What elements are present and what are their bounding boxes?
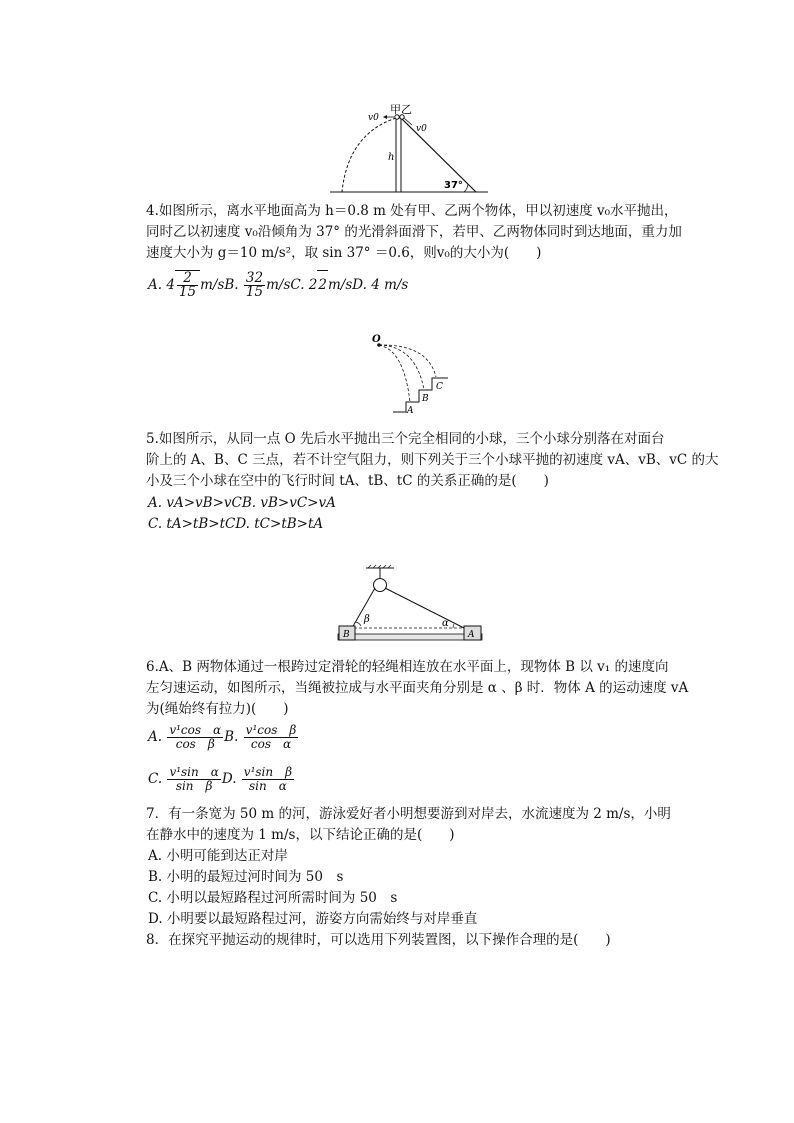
q5-opt-ab: A. vA>vB>vCB. vB>vC>vA [148, 495, 336, 511]
angle-alpha-arc [453, 624, 454, 628]
q4-opt-a-sqrt [175, 270, 200, 299]
label-h: h [388, 152, 395, 163]
q6-opt-c-num: v¹sin α [169, 765, 219, 779]
trajectory-a [379, 345, 410, 402]
q7-opt-c: C. 小明以最短路程过河所需时间为 50 s [148, 890, 398, 906]
label-v0-right: v0 [416, 124, 427, 134]
q4-line3: 速度大小为 g＝10 m/s²，取 sin 37° ＝0.6，则v₀的大小为( ) [146, 245, 542, 261]
label-a: A [407, 406, 414, 416]
q6-opt-c-den: sin β [175, 779, 213, 793]
q6-opt-a-frac [167, 724, 223, 751]
angle-beta-arc [356, 622, 361, 626]
q5-line2: 阶上的 A、B、C 三点，若不计空气阻力，则下列关于三个小球平抛的初速度 vA、vB、vC 的大 [146, 452, 719, 468]
q5-line3: 小及三个小球在空中的飞行时间 tA、tB、tC 的关系正确的是( ) [146, 473, 549, 489]
q4-opt-b-unit: m/sC. 2 [266, 277, 318, 293]
label-beta: β [364, 614, 370, 625]
q4-opt-b-den: 15 [245, 284, 264, 300]
q6-opt-c-frac [167, 766, 220, 793]
q6-opt-a-num: v¹cos α [169, 723, 222, 737]
q4-line1: 4.如图所示，离水平地面高为 h＝0.8 m 处有甲、乙两个物体，甲以初速度 v₀水平抛出， [146, 203, 678, 219]
q4-opt-b-frac [244, 272, 265, 299]
q7-opt-a: A. 小明可能到达正对岸 [148, 848, 288, 864]
q7-line1: 7．有一条宽为 50 m 的河，游泳爱好者小明想要游到对岸去，水流速度为 2 m/s，小明 [146, 806, 671, 822]
trajectory-b [379, 345, 424, 390]
q4-opt-c-unit: m/sD. 4 m/s [328, 277, 409, 293]
q6-label-b: B. [224, 729, 239, 745]
figure-incline-projectile [328, 104, 492, 196]
q6-opt-a-den: cos β [175, 737, 215, 751]
q7-line2: 在静水中的速度为 1 m/s，以下结论正确的是( ) [146, 827, 455, 843]
incline [401, 118, 476, 192]
q6-options-ab [148, 722, 299, 752]
q8-line1: 8．在探究平抛运动的规律时，可以选用下列装置图，以下操作合理的是( ) [146, 932, 611, 948]
figure-steps-projectile [366, 332, 456, 418]
q6-line1: 6.A、B 两物体通过一根跨过定滑轮的轻绳相连放在水平面上，现物体 B 以 v₁ 的速度向 [146, 659, 669, 675]
q6-opt-b-num: v¹cos β [245, 723, 297, 737]
label-b: B [343, 630, 350, 640]
q6-opt-d-frac [242, 766, 294, 793]
label-c: C [436, 382, 443, 392]
ground-plate [338, 634, 482, 640]
q5-opt-cd: C. tA>tB>tCD. tC>tB>tA [148, 516, 324, 532]
figure-pulley [336, 564, 484, 642]
q6-opt-b-frac [244, 724, 299, 751]
pillar [396, 118, 401, 192]
q6-opt-b-den: cos α [250, 737, 292, 751]
q6-label-d: D. [221, 771, 237, 787]
q6-opt-d-den: sin α [249, 779, 287, 793]
pulley [374, 579, 387, 592]
angle-arc [464, 184, 468, 192]
q4-opt-b-num: 32 [245, 270, 264, 286]
q7-opt-b: B. 小明的最短过河时间为 50 s [148, 869, 344, 885]
rope-right [385, 588, 464, 628]
label-b: B [422, 394, 429, 404]
q5-line1: 5.如图所示，从同一点 O 先后水平抛出三个完全相同的小球，三个小球分别落在对面台 [146, 431, 665, 447]
q6-options-cd [148, 764, 295, 794]
q7-opt-d: D. 小明要以最短路程过河，游姿方向需始终与对岸垂直 [148, 911, 478, 927]
arrowhead-left [383, 115, 387, 119]
q4-opt-a-pre: A. 4 [148, 277, 175, 293]
q4-opt-c-sqrt: 2 [317, 270, 328, 299]
q6-line3: 为(绳始终有拉力)( ) [146, 701, 289, 717]
q4-opt-a-unit: m/sB. [200, 277, 239, 293]
q4-options [148, 270, 408, 299]
q6-opt-d-num: v¹sin β [243, 765, 293, 779]
q6-line2: 左匀速运动，如图所示，当绳被拉成与水平面夹角分别是 α 、β 时．物体 A 的运动速度 vA [146, 680, 689, 696]
label-angle: 37° [444, 180, 463, 191]
trajectory-c [379, 345, 436, 377]
label-alpha: α [442, 618, 449, 629]
label-a: A [468, 630, 475, 640]
label-o: O [372, 334, 381, 345]
q4-opt-a-num: 2 [177, 272, 198, 286]
q4-line2: 同时乙以初速度 v₀沿倾角为 37° 的光滑斜面滑下，若甲、乙两物体同时到达地面，重力加 [146, 224, 682, 240]
label-jia-yi: 甲乙 [390, 104, 412, 116]
label-v0-left: v0 [368, 113, 379, 123]
q6-label-c: C. [148, 771, 163, 787]
q4-opt-a-frac [177, 272, 198, 299]
q4-opt-a-den: 15 [178, 284, 197, 300]
q6-label-a: A. [148, 729, 163, 745]
